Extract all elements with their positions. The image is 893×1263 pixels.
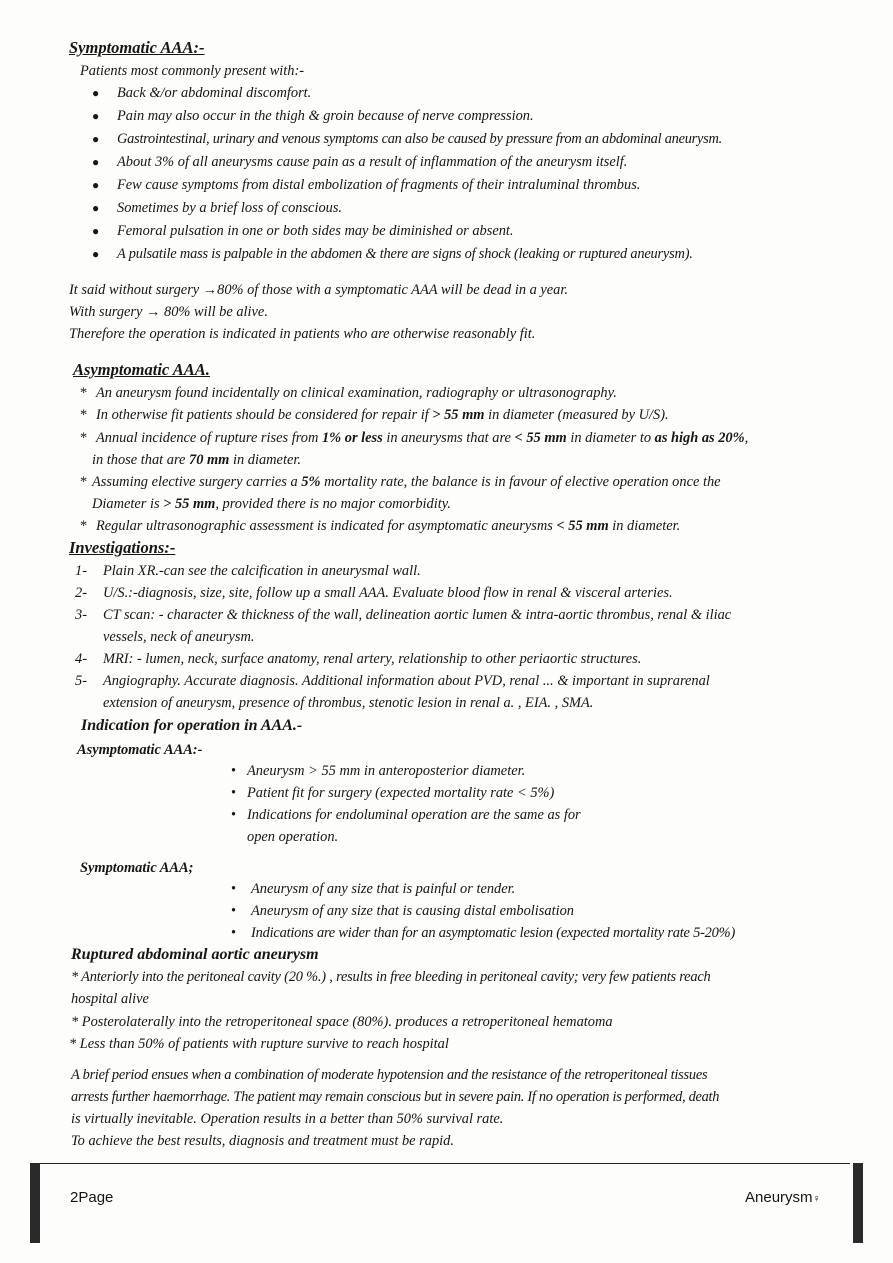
asterisk-icon: * (80, 474, 88, 490)
ruptured-line: * Posterolaterally into the retroperitoneal space (80%). produces a retroperitoneal hematoma (71, 1014, 613, 1030)
bullet-icon: ● (92, 247, 100, 261)
indication-item: Aneurysm of any size that is painful or tender. (251, 881, 516, 897)
asymptomatic-item: Assuming elective surgery carries a 5% mortality rate, the balance is in favour of elective operation once the (92, 474, 721, 490)
asterisk-icon: * (80, 518, 88, 534)
indication-item: Patient fit for surgery (expected mortality rate < 5%) (247, 785, 555, 801)
page-number: 2Page (70, 1189, 114, 1206)
indication-title: Indication for operation in AAA.- (81, 717, 303, 734)
indication-item-cont: open operation. (247, 829, 339, 845)
footer-topic: Aneurysm♀ (745, 1189, 821, 1206)
ruptured-paragraph-line: A brief period ensues when a combination of moderate hypotension and the resistance of the retroperitoneal tissues (71, 1067, 708, 1083)
asterisk-icon: * (80, 430, 88, 446)
ruptured-paragraph-line: To achieve the best results, diagnosis and treatment must be rapid. (71, 1133, 454, 1149)
ruptured-line: * Less than 50% of patients with rupture survive to reach hospital (69, 1036, 449, 1052)
outcome-line: With surgery → 80% will be alive. (69, 304, 268, 320)
asymptomatic-label: Asymptomatic AAA:- (77, 742, 203, 758)
investigation-item: Angiography. Accurate diagnosis. Additional information about PVD, renal ... & important in suprarenal (103, 673, 710, 689)
female-symbol-icon: ♀ (812, 1193, 821, 1205)
asymptomatic-item: An aneurysm found incidentally on clinical examination, radiography or ultrasonography. (96, 385, 617, 401)
bullet-icon: ● (92, 178, 100, 192)
asymptomatic-item: In otherwise fit patients should be considered for repair if > 55 mm in diameter (measured by U/S). (96, 407, 669, 423)
outcome-line: It said without surgery →80% of those with a symptomatic AAA will be dead in a year. (69, 282, 568, 298)
symptom-item: Sometimes by a brief loss of conscious. (117, 200, 343, 216)
bullet-icon: • (231, 807, 237, 823)
ruptured-line: hospital alive (71, 991, 149, 1007)
indication-item: Indications are wider than for an asymptomatic lesion (expected mortality rate 5-20%) (251, 925, 736, 941)
investigation-item: U/S.:-diagnosis, size, site, follow up a small AAA. Evaluate blood flow in renal & visceral arteries. (103, 585, 673, 601)
bullet-icon: ● (92, 132, 100, 146)
footer-rule (34, 1163, 850, 1164)
bullet-icon: ● (92, 201, 100, 215)
asymptomatic-title: Asymptomatic AAA. (73, 360, 210, 379)
ruptured-line: * Anteriorly into the peritoneal cavity (20 %.) , results in free bleeding in peritoneal cavity; very few patients reach (71, 969, 711, 985)
investigation-item: MRI: - lumen, neck, surface anatomy, renal artery, relationship to other periaortic structures. (103, 651, 642, 667)
indication-item: Aneurysm of any size that is causing distal embolisation (251, 903, 574, 919)
asymptomatic-item-cont: in those that are 70 mm in diameter. (92, 452, 301, 468)
bullet-icon: • (231, 881, 237, 897)
bullet-icon: ● (92, 86, 100, 100)
asymptomatic-item: Annual incidence of rupture rises from 1% or less in aneurysms that are < 55 mm in diameter to as high as 20%, (96, 430, 749, 446)
investigation-number: 5- (75, 673, 87, 689)
ruptured-paragraph-line: is virtually inevitable. Operation results in a better than 50% survival rate. (71, 1111, 504, 1127)
bullet-icon: ● (92, 109, 100, 123)
bullet-icon: ● (92, 224, 100, 238)
symptom-item: Femoral pulsation in one or both sides may be diminished or absent. (117, 223, 514, 239)
asterisk-icon: * (80, 385, 88, 401)
investigation-number: 1- (75, 563, 87, 579)
symptomatic-label: Symptomatic AAA; (80, 860, 194, 876)
bullet-icon: • (231, 903, 237, 919)
footer-right-bar (853, 1163, 863, 1243)
asymptomatic-item: Regular ultrasonographic assessment is indicated for asymptomatic aneurysms < 55 mm in diameter. (96, 518, 681, 534)
symptom-item: Gastrointestinal, urinary and venous symptoms can also be caused by pressure from an abdominal aneurysm. (117, 131, 723, 147)
bullet-icon: • (231, 785, 237, 801)
investigation-item: Plain XR.-can see the calcification in aneurysmal wall. (103, 563, 421, 579)
symptom-item: Pain may also occur in the thigh & groin because of nerve compression. (117, 108, 534, 124)
symptom-item: Back &/or abdominal discomfort. (117, 85, 312, 101)
asymptomatic-item-cont: Diameter is > 55 mm, provided there is no major comorbidity. (92, 496, 451, 512)
investigation-item-cont: extension of aneurysm, presence of thrombus, stenotic lesion in renal a. , EIA. , SMA. (103, 695, 594, 711)
investigation-number: 3- (75, 607, 87, 623)
indication-item: Indications for endoluminal operation are the same as for (247, 807, 581, 823)
symptomatic-intro: Patients most commonly present with:- (80, 63, 305, 79)
outcome-line: Therefore the operation is indicated in patients who are otherwise reasonably fit. (69, 326, 536, 342)
investigation-number: 2- (75, 585, 87, 601)
investigation-item-cont: vessels, neck of aneurysm. (103, 629, 255, 645)
investigation-item: CT scan: - character & thickness of the wall, delineation aortic lumen & intra-aortic thrombus, renal & iliac (103, 607, 732, 623)
bullet-icon: • (231, 763, 237, 779)
investigations-title: Investigations:- (69, 538, 176, 557)
ruptured-paragraph-line: arrests further haemorrhage. The patient may remain conscious but in severe pain. If no operation is performed, death (71, 1089, 720, 1105)
investigation-number: 4- (75, 651, 87, 667)
asterisk-icon: * (80, 407, 88, 423)
indication-item: Aneurysm > 55 mm in anteroposterior diameter. (247, 763, 526, 779)
bullet-icon: ● (92, 155, 100, 169)
symptomatic-title: Symptomatic AAA:- (69, 38, 205, 57)
symptom-item: About 3% of all aneurysms cause pain as a result of inflammation of the aneurysm itself. (117, 154, 628, 170)
symptom-item: A pulsatile mass is palpable in the abdomen & there are signs of shock (leaking or ruptured aneurysm). (117, 246, 693, 262)
symptom-item: Few cause symptoms from distal embolization of fragments of their intraluminal thrombus. (117, 177, 641, 193)
footer-left-bar (30, 1163, 40, 1243)
ruptured-title: Ruptured abdominal aortic aneurysm (71, 946, 319, 963)
bullet-icon: • (231, 925, 237, 941)
